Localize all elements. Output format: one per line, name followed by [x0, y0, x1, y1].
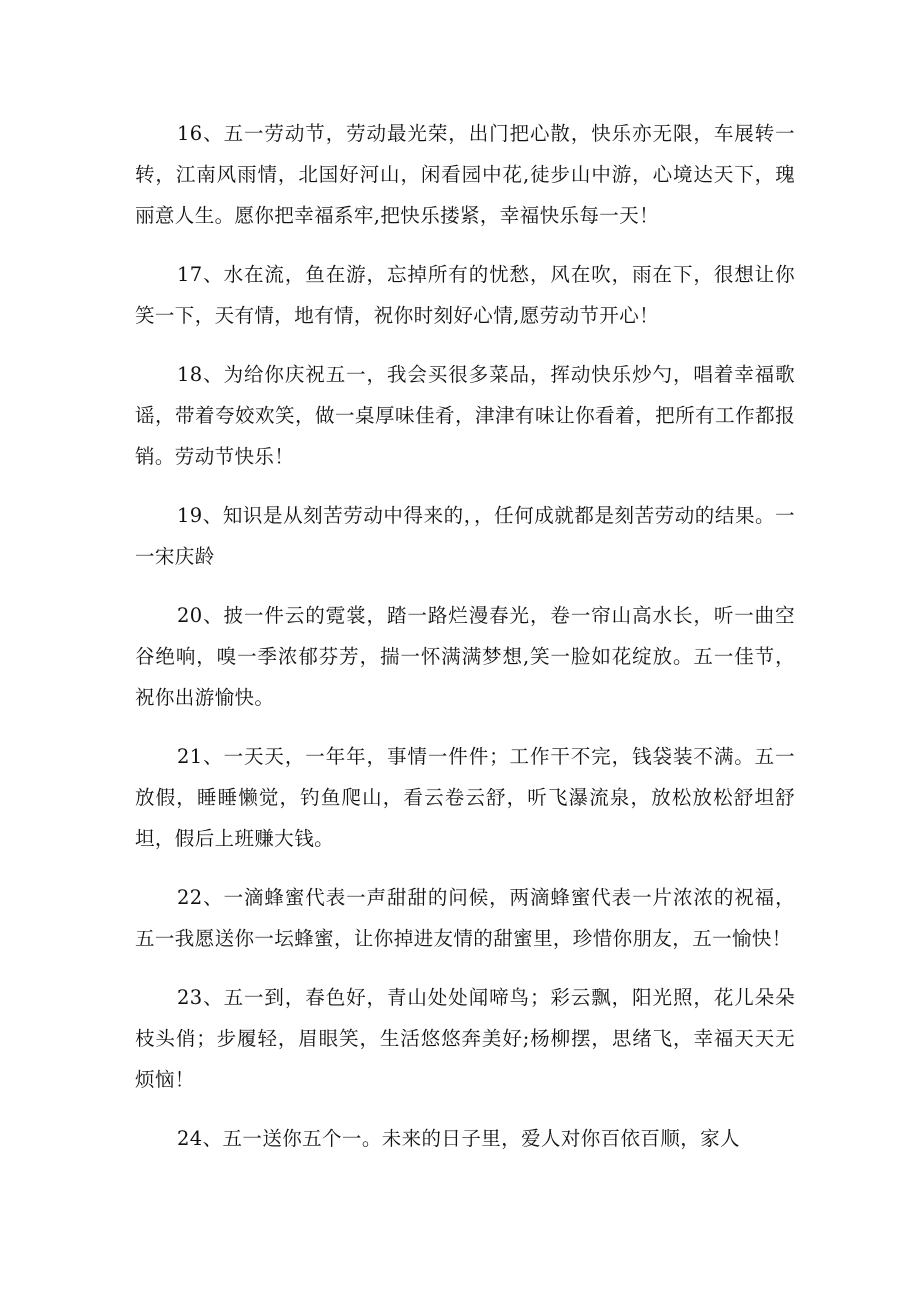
paragraph-20: 20、披一件云的霓裳，踏一路烂漫春光，卷一帘山高水长，听一曲空谷绝响，嗅一季浓郁芬芳，揣一怀满满梦想,笑一脸如花绽放。五一佳节，祝你出游愉快。	[135, 604, 795, 709]
paragraph-17: 17、水在流，鱼在游，忘掉所有的忧愁，风在吹，雨在下，很想让你笑一下，天有情，地有情，祝你时刻好心情,愿劳动节开心！	[135, 263, 795, 327]
paragraph-22: 22、一滴蜂蜜代表一声甜甜的问候，两滴蜂蜜代表一片浓浓的祝福，五一我愿送你一坛蜂蜜，让你掉进友情的甜蜜里，珍惜你朋友，五一愉快！	[135, 886, 795, 950]
paragraph-18: 18、为给你庆祝五一，我会买很多菜品，挥动快乐炒勺，唱着幸福歌谣，带着夸姣欢笑，做一桌厚味佳肴，津津有味让你看着，把所有工作都报销。劳动节快乐！	[135, 363, 795, 468]
paragraph-16: 16、五一劳动节，劳动最光荣，出门把心散，快乐亦无限，车展转一转，江南风雨情，北国好河山，闲看园中花,徒步山中游，心境达天下，瑰丽意人生。愿你把幸福系牢,把快乐搂紧，幸福快乐每一天！	[135, 122, 795, 227]
paragraph-21: 21、一天天，一年年，事情一件件；工作干不完，钱袋装不满。五一放假，睡睡懒觉，钓鱼爬山，看云卷云舒，听飞瀑流泉，放松放松舒坦舒坦，假后上班赚大钱。	[135, 745, 795, 850]
paragraph-23: 23、五一到，春色好，青山处处闻啼鸟；彩云飘，阳光照，花儿朵朵枝头俏；步履轻，眉眼笑，生活悠悠奔美好;杨柳摆，思绪飞，幸福天天无烦恼！	[135, 986, 795, 1091]
document-body	[135, 113, 795, 1177]
paragraph-19: 19、知识是从刻苦劳动中得来的，，任何成就都是刻苦劳动的结果。一一宋庆龄	[135, 504, 795, 568]
paragraph-24: 24、五一送你五个一。未来的日子里，爱人对你百依百顺，家人	[177, 1127, 740, 1150]
